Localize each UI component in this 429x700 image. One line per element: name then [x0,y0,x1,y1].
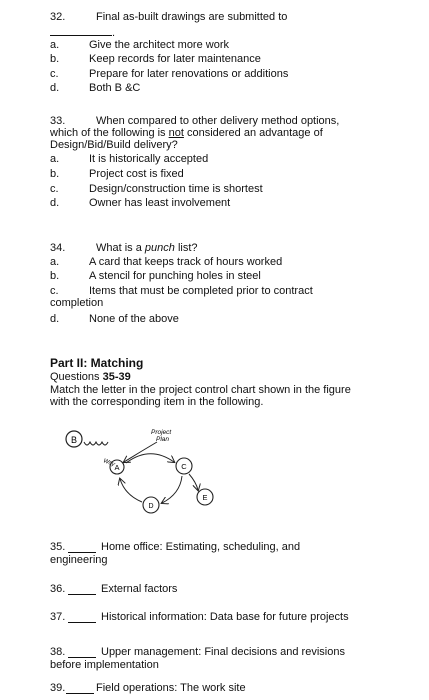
handwriting-way: Way [102,458,116,468]
answer-blank[interactable] [66,682,94,698]
option-letter: b. [50,53,60,65]
range-numbers: 35-39 [102,371,131,383]
instruction-line: with the corresponding item in the following. [50,396,264,408]
option-text: Design/construction time is shortest [89,183,263,195]
option-letter: d. [50,313,60,325]
arc-d-to-a [120,479,142,502]
question-stem: Final as-built drawings are submitted to [96,11,288,23]
item-text: Historical information: Data base for future projects [101,611,349,623]
item-number: 37. [50,611,66,623]
option-text: Prepare for later renovations or additions [89,68,289,80]
item-number: 36. [50,583,66,595]
stem-text: which of the following is [50,127,169,139]
question-stem-line: Design/Bid/Build delivery? [50,139,178,151]
squiggle-line [84,442,108,445]
item-number: 39. [50,682,66,694]
option-text: Owner has least involvement [89,197,231,209]
option-letter: b. [50,270,60,282]
handwriting-project: Project [151,429,172,436]
stem-text: What is a [96,242,145,254]
stem-emphasis: not [168,127,184,139]
option-text: It is historically accepted [89,153,209,165]
option-letter: a. [50,153,60,165]
instruction-line: Match the letter in the project control chart shown in the figure [50,384,351,396]
label-e: E [202,493,208,502]
item-text: Upper management: Final decisions and revisions [101,646,345,658]
question-stem-line: When compared to other delivery method options, [96,115,340,127]
option-letter: d. [50,82,60,94]
stem-italic: punch [144,242,175,254]
option-text: Project cost is fixed [89,168,184,180]
option-text: Give the architect more work [89,39,229,51]
label-a: A [114,463,120,472]
handwriting-plan: Plan [156,436,170,443]
option-letter: c. [50,183,59,195]
item-text-continuation: engineering [50,554,108,566]
option-text: A stencil for punching holes in steel [89,270,261,282]
plan-arrow [124,442,157,462]
item-number: 35. [50,541,66,553]
item-text: Home office: Estimating, scheduling, and [101,541,301,553]
answer-blank[interactable] [68,611,96,627]
option-text: A card that keeps track of hours worked [89,256,283,268]
item-number: 38. [50,646,66,658]
question-number: 32. [50,11,66,23]
question-number: 34. [50,242,66,254]
option-text: Both B &C [89,82,141,94]
blank-period: . [112,27,116,39]
arrow-c-to-e [189,474,198,490]
option-text: Keep records for later maintenance [89,53,261,65]
label-d: D [148,503,154,510]
option-text-continuation: completion [50,297,104,309]
arc-a-to-c [126,454,174,463]
answer-blank[interactable] [68,583,96,599]
stem-text: considered an advantage of [183,127,323,139]
option-text: None of the above [89,313,179,325]
option-letter: c. [50,285,59,297]
option-text: Items that must be completed prior to contract [89,285,313,297]
option-letter: a. [50,256,60,268]
arc-c-to-d [162,476,182,503]
option-letter: c. [50,68,59,80]
item-text-continuation: before implementation [50,659,159,671]
label-c: C [181,462,187,471]
item-text: Field operations: The work site [96,682,246,694]
option-letter: a. [50,39,60,51]
label-b: B [70,435,78,445]
question-number: 33. [50,115,66,127]
item-text: External factors [101,583,178,595]
option-letter: b. [50,168,60,180]
range-prefix: Questions [50,371,103,383]
option-letter: d. [50,197,60,209]
section-title: Part II: Matching [50,356,144,370]
stem-text: list? [174,242,198,254]
